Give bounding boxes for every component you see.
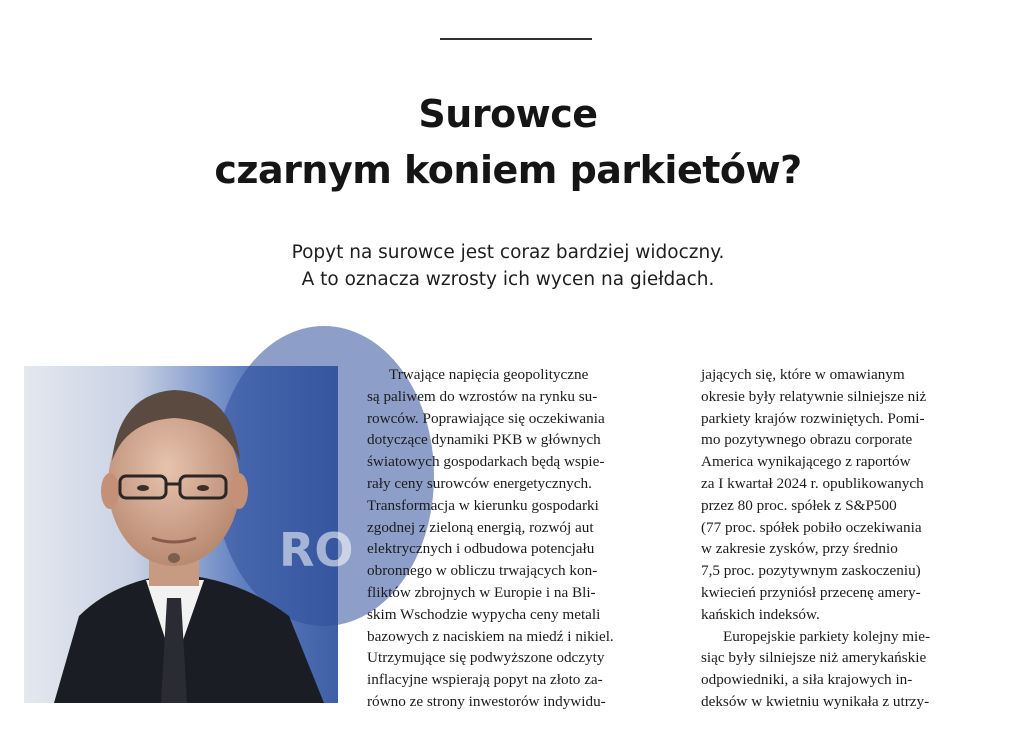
text-line: America wynikającego z raportów <box>701 453 911 471</box>
text-line: rały ceny surowców energetycznych. <box>367 474 592 492</box>
article-column-2 <box>701 364 1006 713</box>
text-line: w zakresie zysków, przy średnio <box>701 540 898 558</box>
text-line: jających się, które w omawianym <box>701 366 905 383</box>
author-photo <box>24 366 354 703</box>
text-line: Transformacja w kierunku gospodarki <box>367 496 599 514</box>
text-line: okresie były relatywnie silniejsze niż <box>701 387 927 405</box>
text-line: Europejskie parkiety kolejny mie- <box>723 627 931 645</box>
portrait-photo-icon <box>24 366 354 703</box>
text-line: deksów w kwietniu wynikała z utrzy- <box>701 692 930 710</box>
text-line: inflacyjne wspierają popyt na złoto za- <box>367 671 603 689</box>
text-line: równo ze strony inwestorów indywidu- <box>367 692 606 710</box>
lead-line-2: A to oznacza wzrosty ich wycen na giełdach. <box>301 269 715 290</box>
top-rule <box>440 38 592 40</box>
text-line: parkiety krajów rozwiniętych. Pomi- <box>701 409 925 427</box>
svg-text:RO: RO <box>279 523 354 577</box>
article-column-1 <box>367 364 673 713</box>
text-line: Utrzymujące się podwyższone odczyty <box>367 649 605 667</box>
text-line: światowych gospodarkach będą wspie- <box>367 453 605 471</box>
text-line: kwiecień przyniósł przecenę amery- <box>701 583 921 601</box>
text-line: przez 80 proc. spółek z S&P500 <box>701 496 897 514</box>
text-line: Trwające napięcia geopolityczne <box>389 366 589 383</box>
text-line: skim Wschodzie wypycha ceny metali <box>367 605 601 623</box>
lead-line-1: Popyt na surowce jest coraz bardziej widoczny. <box>291 242 725 263</box>
title-line-2: czarnym koniem parkietów? <box>214 148 802 192</box>
text-line: (77 proc. spółek pobiło oczekiwania <box>701 518 922 536</box>
text-line: dotyczące dynamiki PKB w głównych <box>367 431 601 449</box>
article-lead <box>0 239 1016 293</box>
text-line: rowców. Poprawiające się oczekiwania <box>367 409 605 427</box>
text-line: są paliwem do wzrostów na rynku su- <box>367 387 598 405</box>
text-line: odpowiedniki, a siła krajowych in- <box>701 671 913 689</box>
text-line: 7,5 proc. pozytywnym zaskoczeniu) <box>701 562 921 580</box>
text-line: za I kwartał 2024 r. opublikowanych <box>701 474 924 492</box>
text-line: elektrycznych i odbudowa potencjału <box>367 540 595 558</box>
text-line: kańskich indeksów. <box>701 605 820 623</box>
article-title <box>0 86 1016 198</box>
title-line-1: Surowce <box>418 92 598 136</box>
text-line: mo pozytywnego obrazu corporate <box>701 431 913 449</box>
text-line: obronnego w obliczu trwających kon- <box>367 562 598 580</box>
text-line: zgodnej z zieloną energią, rozwój aut <box>367 518 594 536</box>
text-line: fliktów zbrojnych w Europie i na Bli- <box>367 583 596 601</box>
text-line: bazowych z naciskiem na miedź i nikiel. <box>367 627 614 645</box>
text-line: siąc były silniejsze niż amerykańskie <box>701 649 927 667</box>
